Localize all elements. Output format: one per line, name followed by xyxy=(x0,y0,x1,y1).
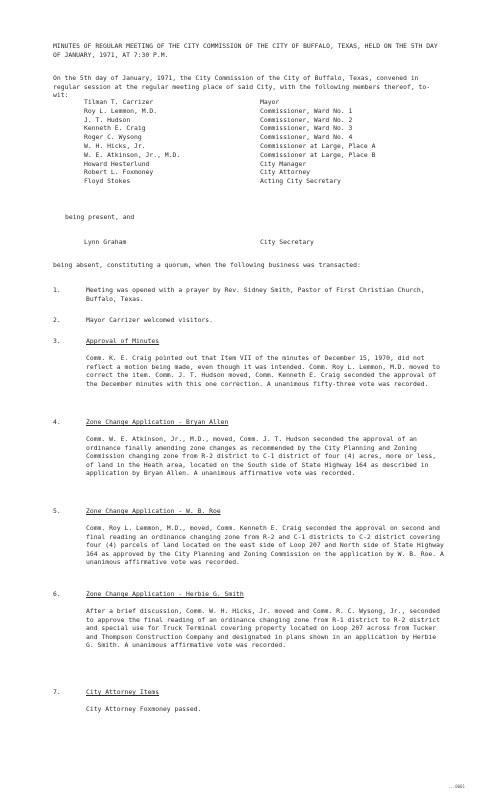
absent-roster xyxy=(84,238,314,247)
agenda-item-2: 2. xyxy=(53,316,61,324)
agenda-item-7: 7. City Attorney Items xyxy=(53,688,160,696)
agenda-item-2-text: Mayor Carrizer welcomed visitors. xyxy=(86,316,213,324)
roster-row: Tilman T. Carrizer Mayor xyxy=(84,98,280,106)
agenda-item-4-title: Zone Change Application - Bryan Allen xyxy=(86,418,229,426)
agenda-item-6-title: Zone Change Application - Herbie G. Smith xyxy=(86,590,244,598)
absent-label: being present, and xyxy=(65,213,135,221)
agenda-item-1: 1. xyxy=(53,286,61,294)
agenda-item-6: 6. Zone Change Application - Herbie G. Smith xyxy=(53,590,244,598)
agenda-item-7-title: City Attorney Items xyxy=(86,688,160,696)
roster-row: Floyd Stokes Acting City Secretary xyxy=(84,177,341,186)
intro-paragraph: On the 5th day of January, 1971, the City Commission of the City of Buffalo, Texas, convened in regular session at the regular meeting place of said City, with the following members thereof, to-wit: xyxy=(53,74,431,100)
roster-row: Robert L. Foxmoney City Attorney xyxy=(84,168,311,177)
agenda-item-5-title: Zone Change Application - W. B. Roe xyxy=(86,507,221,515)
roster-row: W. H. Hicks, Jr. Commissioner at Large, Place A xyxy=(84,141,376,150)
roster-row: Roger C. Wysong Commissioner, Ward No. 4 xyxy=(84,133,353,142)
agenda-item-3-title: Approval of Minutes xyxy=(86,337,160,345)
roster-row: J. T. Hudson Commissioner, Ward No. 2 xyxy=(84,115,353,124)
agenda-item-5: 5. Zone Change Application - W. B. Roe xyxy=(53,507,221,515)
transition-paragraph: being absent, constituting a quorum, when the following business was transacted: xyxy=(53,261,361,269)
agenda-item-7-text: City Attorney Foxmoney passed. xyxy=(86,705,202,713)
agenda-item-3: 3. Approval of Minutes xyxy=(53,337,160,345)
agenda-item-1-text: Meeting was opened with a prayer by Rev. Sidney Smith, Pastor of First Christian Church, Buffalo, Texas. xyxy=(86,286,429,303)
roster-row: Lynn Graham City Secretary xyxy=(84,238,314,246)
agenda-item-4-text: Comm. W. E. Atkinson, Jr., M.D., moved, Comm. J. T. Hudson seconded the approval of an ordinance finally amending zone changes as recommended by the City Planning and Zoning Commission changing zone from R-2 district to C-1 district of four (4) acres, more or less, of land in the Heath area, located on the South side of State Highway 164 as described in application by Bryan Allen. A unanimous affirmative vote was recorded. xyxy=(86,435,440,478)
agenda-item-6-text: After a brief discussion, Comm. W. H. Hicks, Jr. moved and Comm. R. C. Wysong, Jr., seconded to approve the final reading of an ordinance changing zone from R-1 district to R-2 district and special use for Truck Terminal covering property located on Loop 207 across from Tucker and Thompson Construction Company and designated in plans shown in an application by Herbie G. Smith. A unanimous affirmative vote was recorded. xyxy=(86,607,444,650)
agenda-item-4: 4. Zone Change Application - Bryan Allen xyxy=(53,418,229,426)
page-mark: ...0001 xyxy=(448,784,465,789)
minutes-heading: MINUTES OF REGULAR MEETING OF THE CITY COMMISSION OF THE CITY OF BUFFALO, TEXAS, HELD ON THE 5TH DAY OF JANUARY, 1971, AT 7:30 P.M. xyxy=(53,42,442,59)
agenda-item-5-text: Comm. Roy L. Lemmon, M.D., moved, Comm. Kenneth E. Craig seconded the approval on second and final reading an ordinance changing zone from R-2 and C-1 districts to C-2 district covering four (4) parcels of land located on the east side of Loop 207 and North side of State Highway 164 as approved by the City Planning and Zoning Commission on the application by W. B. Roe. A unanimous affirmative vote was recorded. xyxy=(86,524,448,567)
roster-row: W. E. Atkinson, Jr., M.D. Commissioner at Large, Place B xyxy=(84,150,376,159)
roster-row: Howard Hesterlund City Manager xyxy=(84,159,307,168)
agenda-item-3-text: Comm. K. E. Craig pointed out that Item VII of the minutes of December 15, 1970, did not reflect a motion being made, even though it was intended. Comm. Roy L. Lemmon, M.D. moved to correct the item. Comm. J. T. Hudson moved, Comm. Kenneth E. Craig seconded the approval of the December minutes with this one correction. A unanimous fifty-three vote was recorded. xyxy=(86,354,444,388)
roster-row: Kenneth E. Craig Commissioner, Ward No. 3 xyxy=(84,124,353,133)
present-roster xyxy=(84,98,375,186)
roster-row: Roy L. Lemmon, M.D. Commissioner, Ward No. 1 xyxy=(84,106,353,115)
